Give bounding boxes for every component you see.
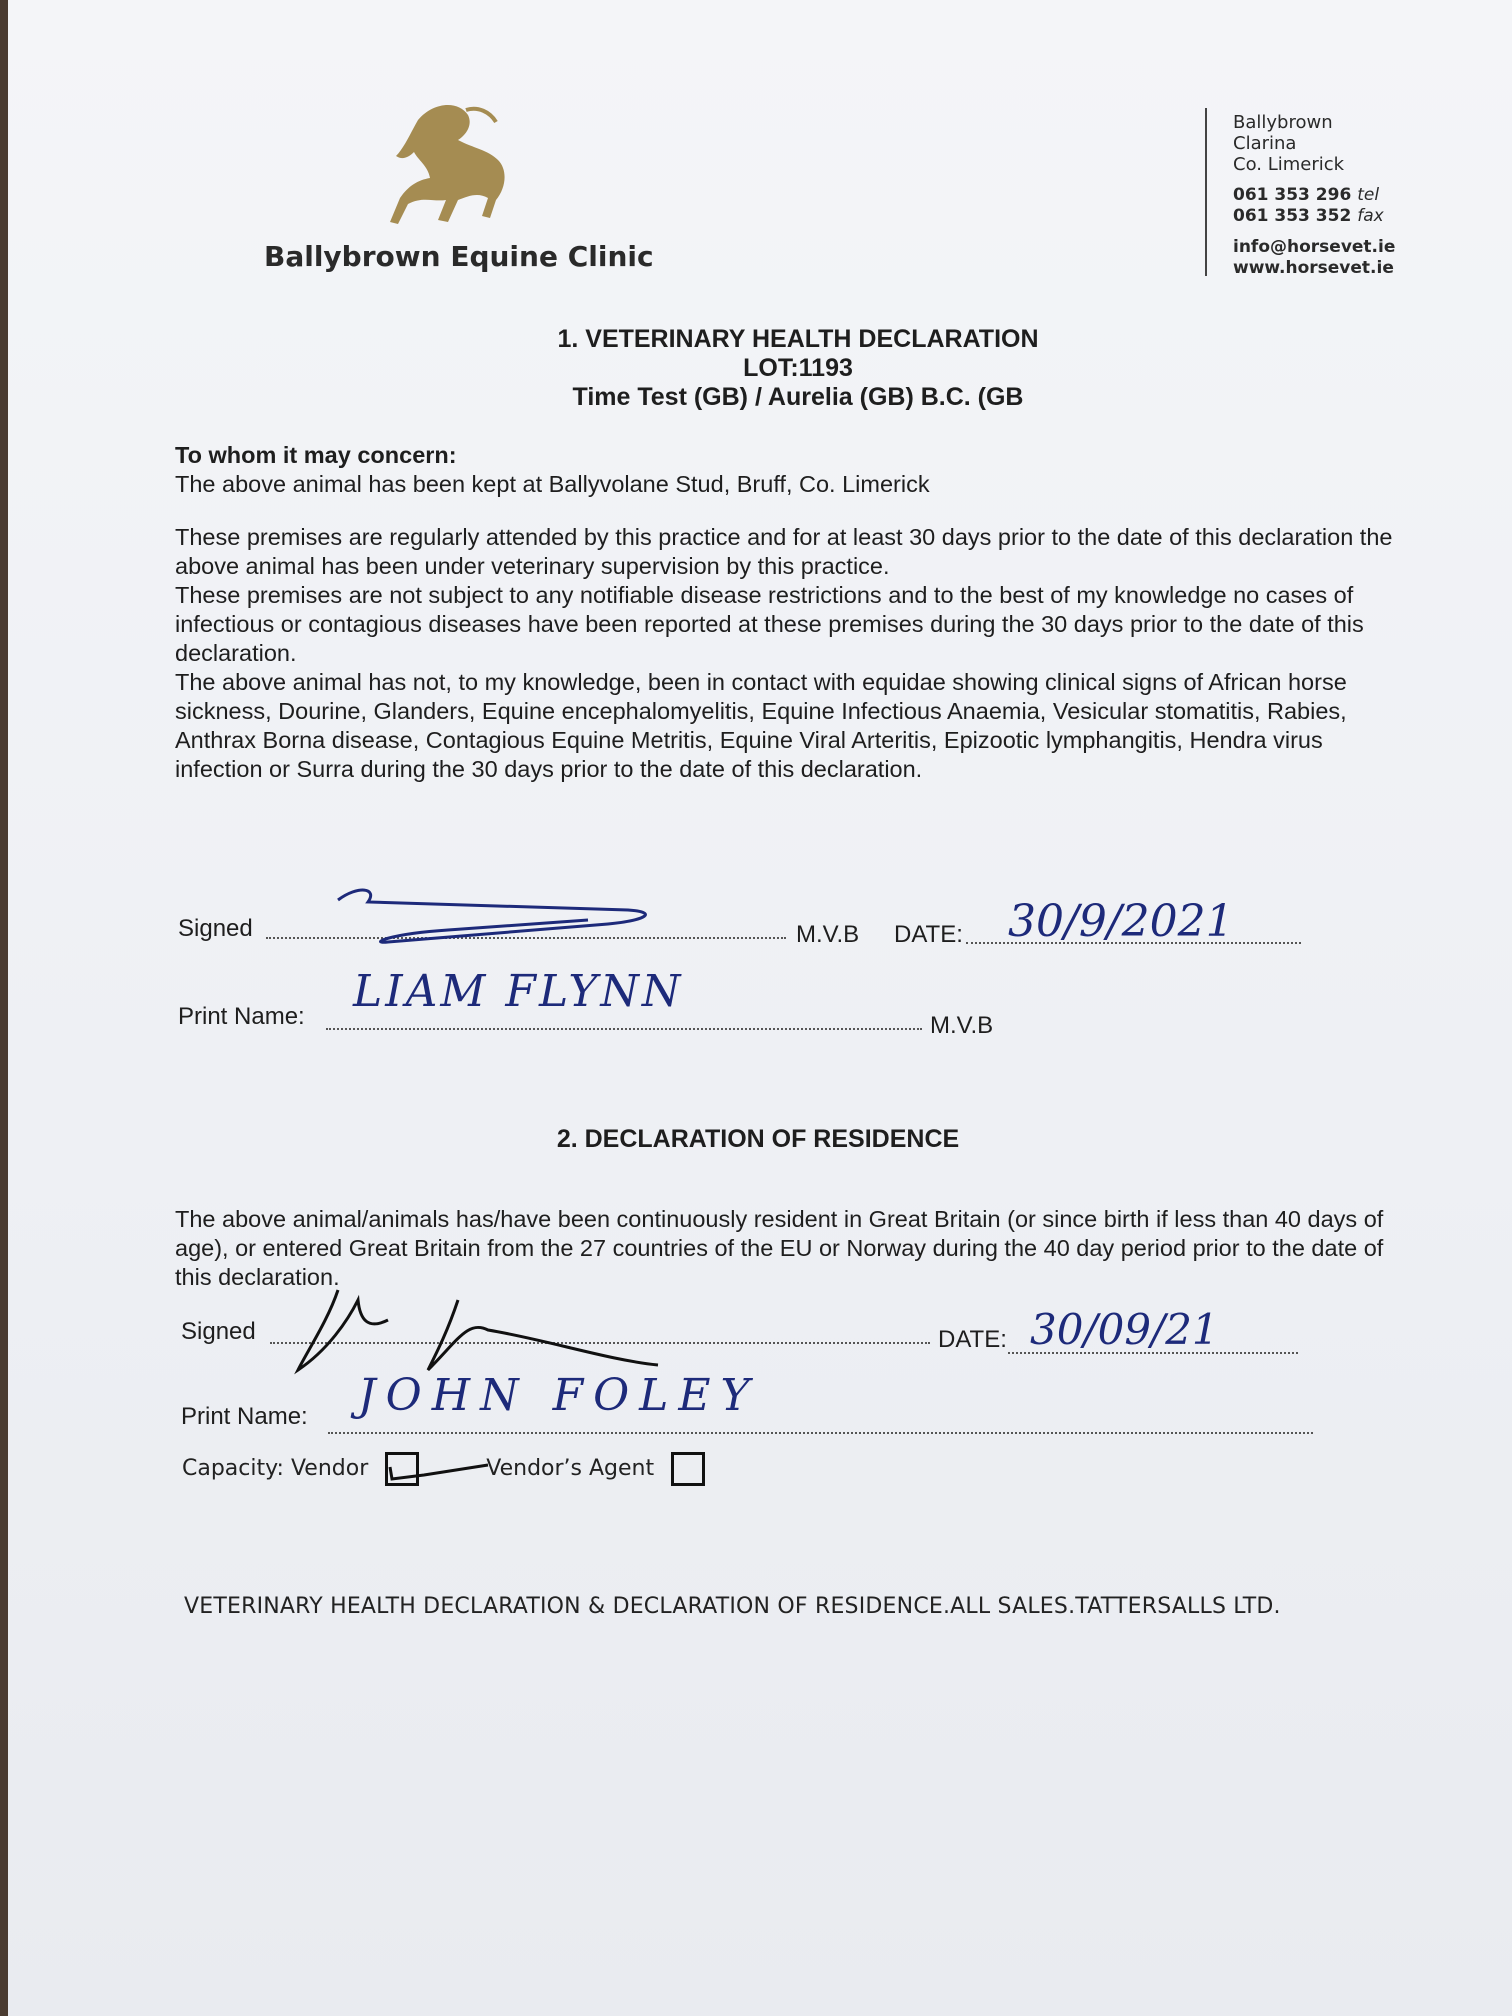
footer-text: VETERINARY HEALTH DECLARATION & DECLARATION OF RESIDENCE.ALL SALES.TATTERSALLS LTD. <box>184 1594 1281 1619</box>
header-divider <box>1205 108 1207 276</box>
horse-name: Time Test (GB) / Aurelia (GB) B.C. (GB <box>572 383 1024 411</box>
print-name-line-1[interactable] <box>326 1016 922 1030</box>
clinic-name: Ballybrown Equine Clinic <box>264 240 654 273</box>
print-name-label-1: Print Name: <box>178 1003 305 1030</box>
fax-line: 061 353 352 fax <box>1233 206 1384 226</box>
signed-label-2: Signed <box>181 1318 256 1345</box>
capacity-vendor-label: Capacity: Vendor <box>182 1456 369 1481</box>
paragraph-1: These premises are regularly attended by this practice and for at least 30 days prior to the date of this declaration the above animal has been under veterinary supervision by this practice. <box>175 524 1393 579</box>
paragraph-2: These premises are not subject to any notifiable disease restrictions and to the best of my knowledge no cases of infectious or contagious diseases have been reported at these premises during the 30 days prior to the date of this declaration. <box>175 582 1364 666</box>
mvb-label-1: M.V.B <box>796 921 860 948</box>
address-line: Ballybrown <box>1233 112 1333 133</box>
print-name-line-2[interactable] <box>328 1420 1313 1434</box>
date-label-1: DATE: <box>894 921 963 948</box>
checkmark-icon <box>384 1455 494 1485</box>
date-label-2: DATE: <box>938 1326 1007 1353</box>
clinic-address-block <box>1233 112 1395 279</box>
paragraph-3: The above animal has not, to my knowledge, been in contact with equidae showing clinical signs of African horse sickness, Dourine, Glanders, Equine encephalomyelitis, Equine Infectious Anaemia, Vesicular stomatitis, Rabies, Anthrax Borna disease, Contagious Equine Metritis, Equine Viral Arteritis, Epizootic lymphangitis, Hendra virus infection or Surra during the 30 days prior to the date of this declaration. <box>175 669 1347 782</box>
signed-label-1: Signed <box>178 915 253 942</box>
mvb-label-2: M.V.B <box>930 1012 994 1039</box>
section1-body <box>175 441 1405 784</box>
print-name-value-1: LIAM FLYNN <box>353 966 684 1017</box>
signature-scribble-icon <box>328 880 668 960</box>
address-line: Clarina <box>1233 133 1297 154</box>
vendors-agent-label: Vendor’s Agent <box>486 1456 655 1481</box>
print-name-value-2: JOHN FOLEY <box>358 1370 760 1421</box>
address-line: Co. Limerick <box>1233 154 1345 175</box>
website-link[interactable]: www.horsevet.ie <box>1233 258 1394 278</box>
salutation: To whom it may concern: <box>175 442 457 468</box>
date-value-2: 30/09/21 <box>1030 1305 1219 1354</box>
tel-line: 061 353 296 tel <box>1233 185 1380 205</box>
vendor-checkbox[interactable] <box>385 1452 419 1486</box>
section1-title: 1. VETERINARY HEALTH DECLARATION <box>557 325 1039 353</box>
kept-at-text: The above animal has been kept at Ballyvolane Stud, Bruff, Co. Limerick <box>175 471 930 497</box>
email-link[interactable]: info@horsevet.ie <box>1233 237 1396 257</box>
section2-title: 2. DECLARATION OF RESIDENCE <box>556 1125 960 1153</box>
vendors-agent-checkbox[interactable] <box>671 1452 705 1486</box>
horse-logo-icon <box>378 100 528 230</box>
lot-number: LOT:1193 <box>743 354 853 382</box>
print-name-label-2: Print Name: <box>181 1403 308 1430</box>
residence-text: The above animal/animals has/have been continuously resident in Great Britain (or since birth if less than 40 days of age), or entered Great Britain from the 27 countries of the EU or Norway during the 40 day period prior to the date of this declaration. <box>175 1206 1384 1290</box>
document-page <box>8 0 1512 2016</box>
date-value-1: 30/9/2021 <box>1008 896 1234 947</box>
signature-scribble-icon <box>288 1280 688 1380</box>
capacity-row <box>182 1452 705 1486</box>
